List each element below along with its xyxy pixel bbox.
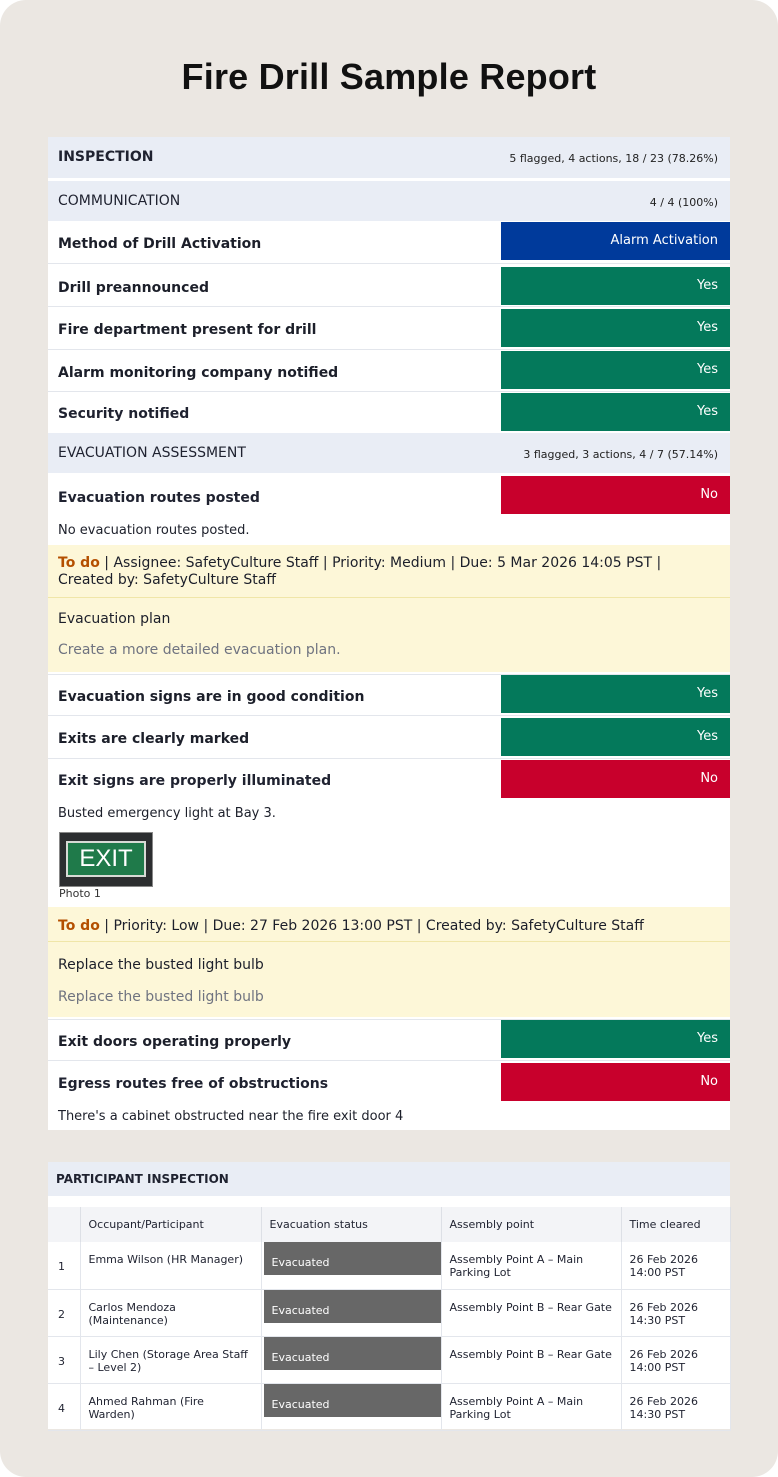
table-row xyxy=(48,1289,730,1336)
section-label: EVACUATION ASSESSMENT xyxy=(58,445,246,461)
action-status: To do xyxy=(58,918,100,934)
column-header-index xyxy=(48,1207,80,1242)
action-title: Replace the busted light bulb xyxy=(58,957,264,973)
row-number: 1 xyxy=(48,1242,80,1289)
assembly-point: Assembly Point B – Rear Gate xyxy=(441,1336,621,1383)
response-badge: No xyxy=(501,476,730,514)
status-badge: Evacuated xyxy=(264,1242,441,1275)
status-cell xyxy=(261,1289,441,1336)
action-meta xyxy=(48,545,730,598)
row-number: 3 xyxy=(48,1336,80,1383)
column-header-time: Time cleared xyxy=(621,1207,730,1242)
action-meta xyxy=(48,907,730,942)
response-badge: Yes xyxy=(501,393,730,431)
question-label: Alarm monitoring company notified xyxy=(58,365,339,381)
response-badge: Yes xyxy=(501,675,730,713)
photo-thumbnail[interactable] xyxy=(59,832,153,887)
action-card[interactable] xyxy=(48,545,730,672)
participant-name: Emma Wilson (HR Manager) xyxy=(80,1242,261,1289)
question-label: Exit doors operating properly xyxy=(58,1034,292,1050)
status-cell xyxy=(261,1336,441,1383)
inspection-header xyxy=(48,137,730,178)
question-row xyxy=(48,716,730,759)
question-label: Egress routes free of obstructions xyxy=(58,1076,329,1092)
action-meta-details: | Priority: Low | Due: 27 Feb 2026 13:00 PST | Created by: SafetyCulture Staff xyxy=(99,918,644,934)
exit-sign-image: EXIT xyxy=(66,841,146,877)
status-badge: Evacuated xyxy=(264,1384,441,1417)
section-header-evacuation xyxy=(48,433,730,473)
question-note: Busted emergency light at Bay 3. xyxy=(58,806,276,821)
action-description: Create a more detailed evacuation plan. xyxy=(58,642,341,658)
assembly-point: Assembly Point A – Main Parking Lot xyxy=(441,1242,621,1289)
question-label: Exits are clearly marked xyxy=(58,731,250,747)
response-badge: Yes xyxy=(501,309,730,347)
row-number: 4 xyxy=(48,1383,80,1430)
section-summary: 4 / 4 (100%) xyxy=(649,196,718,209)
question-row xyxy=(48,265,730,307)
status-cell xyxy=(261,1242,441,1289)
table-row xyxy=(48,1336,730,1383)
time-cleared: 26 Feb 2026 14:30 PST xyxy=(621,1289,730,1336)
response-badge: Yes xyxy=(501,718,730,756)
status-badge: Evacuated xyxy=(264,1290,441,1323)
participant-name: Carlos Mendoza (Maintenance) xyxy=(80,1289,261,1336)
question-row xyxy=(48,1019,730,1061)
time-cleared: 26 Feb 2026 14:00 PST xyxy=(621,1242,730,1289)
question-label: Security notified xyxy=(58,406,190,422)
response-badge: No xyxy=(501,760,730,798)
status-cell xyxy=(261,1383,441,1430)
question-label: Drill preannounced xyxy=(58,280,209,296)
response-badge: Yes xyxy=(501,267,730,305)
participant-header xyxy=(48,1162,730,1196)
inspection-summary: 5 flagged, 4 actions, 18 / 23 (78.26%) xyxy=(509,152,718,165)
action-status: To do xyxy=(58,555,100,571)
question-row xyxy=(48,222,730,264)
inspection-label: INSPECTION xyxy=(58,149,154,165)
question-row xyxy=(48,307,730,350)
participant-label: PARTICIPANT INSPECTION xyxy=(56,1172,229,1186)
section-summary: 3 flagged, 3 actions, 4 / 7 (57.14%) xyxy=(523,448,718,461)
participant-table xyxy=(48,1207,731,1431)
response-badge: Alarm Activation xyxy=(501,222,730,260)
question-row xyxy=(48,350,730,392)
question-row xyxy=(48,674,730,716)
table-row xyxy=(48,1242,730,1289)
row-number: 2 xyxy=(48,1289,80,1336)
inspection-report xyxy=(48,137,730,1130)
action-created-by: Created by: SafetyCulture Staff xyxy=(58,572,276,588)
photo-caption: Photo 1 xyxy=(59,887,101,900)
time-cleared: 26 Feb 2026 14:00 PST xyxy=(621,1336,730,1383)
action-card[interactable] xyxy=(48,907,730,1017)
question-row xyxy=(48,1061,730,1101)
participant-inspection xyxy=(48,1162,730,1429)
question-label: Fire department present for drill xyxy=(58,322,317,338)
question-row xyxy=(48,475,730,513)
question-label: Method of Drill Activation xyxy=(58,236,262,252)
section-label: COMMUNICATION xyxy=(58,193,181,209)
action-title: Evacuation plan xyxy=(58,611,171,627)
response-badge: Yes xyxy=(501,351,730,389)
question-row xyxy=(48,392,730,433)
column-header-assembly: Assembly point xyxy=(441,1207,621,1242)
response-badge: No xyxy=(501,1063,730,1101)
column-header-participant: Occupant/Participant xyxy=(80,1207,261,1242)
question-label: Evacuation routes posted xyxy=(58,490,260,506)
question-label: Evacuation signs are in good condition xyxy=(58,689,365,705)
status-badge: Evacuated xyxy=(264,1337,441,1370)
assembly-point: Assembly Point B – Rear Gate xyxy=(441,1289,621,1336)
section-header-communication xyxy=(48,181,730,221)
participant-name: Ahmed Rahman (Fire Warden) xyxy=(80,1383,261,1430)
action-meta-details: | Assignee: SafetyCulture Staff | Priority: Medium | Due: 5 Mar 2026 14:05 PST | xyxy=(99,555,662,571)
assembly-point: Assembly Point A – Main Parking Lot xyxy=(441,1383,621,1430)
time-cleared: 26 Feb 2026 14:30 PST xyxy=(621,1383,730,1430)
question-note: There's a cabinet obstructed near the fire exit door 4 xyxy=(58,1109,404,1124)
table-row xyxy=(48,1383,730,1430)
participant-name: Lily Chen (Storage Area Staff – Level 2) xyxy=(80,1336,261,1383)
question-label: Exit signs are properly illuminated xyxy=(58,773,332,789)
action-description: Replace the busted light bulb xyxy=(58,989,264,1005)
question-row xyxy=(48,759,730,799)
question-note: No evacuation routes posted. xyxy=(58,523,250,538)
column-header-status: Evacuation status xyxy=(261,1207,441,1242)
page-title: Fire Drill Sample Report xyxy=(181,56,597,97)
table-header-row xyxy=(48,1207,730,1242)
response-badge: Yes xyxy=(501,1020,730,1058)
